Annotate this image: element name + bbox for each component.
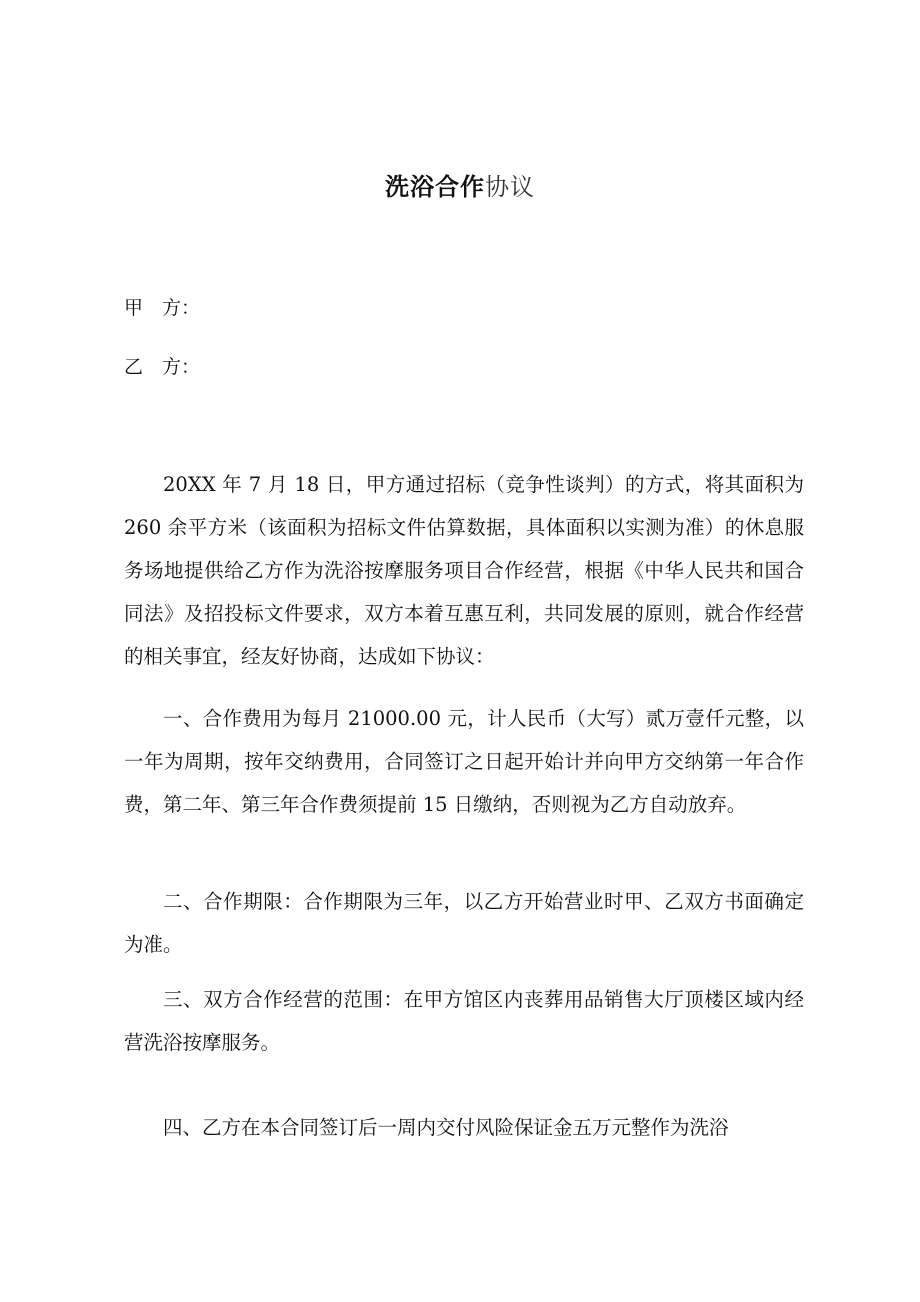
title-light-part: 协议 [485,173,535,201]
title-bold-part: 洗浴合作 [385,173,485,201]
party-a-label: 甲 方： [124,297,201,319]
clause-1-block [124,697,804,826]
clause-3-block [124,978,804,1064]
clause-2-block [124,880,804,966]
clause-4-block [124,1106,804,1149]
clause-1-paragraph: 一、合作费用为每月 21000.00 元，计人民币（大写）贰万壹仟元整，以一年为周期，按年交纳费用，合同签订之日起开始计并向甲方交纳第一年合作费，第二年、第三年合作费须提前 15 日缴纳，否则视为乙方自动放弃。 [124,707,804,816]
party-b-label: 乙 方： [124,356,201,378]
clause-4-paragraph: 四、乙方在本合同签订后一周内交付风险保证金五万元整作为洗浴 [163,1116,729,1139]
document-title [0,170,920,204]
intro-paragraph-block [124,463,804,678]
clause-2-paragraph: 二、合作期限：合作期限为三年，以乙方开始营业时甲、乙双方书面确定为准。 [124,890,804,956]
clause-3-paragraph: 三、双方合作经营的范围：在甲方馆区内丧葬用品销售大厅顶楼区域内经营洗浴按摩服务。 [124,988,804,1054]
intro-paragraph: 20XX 年 7 月 18 日，甲方通过招标（竞争性谈判）的方式，将其面积为 260 余平方米（该面积为招标文件估算数据，具体面积以实测为准）的休息服务场地提供给乙方作为洗浴按摩服务项目合作经营，根据《中华人民共和国合同法》及招投标文件要求，双方本着互惠互利，共同发展的原则，就合作经营的相关事宜，经友好协商，达成如下协议： [124,473,804,668]
